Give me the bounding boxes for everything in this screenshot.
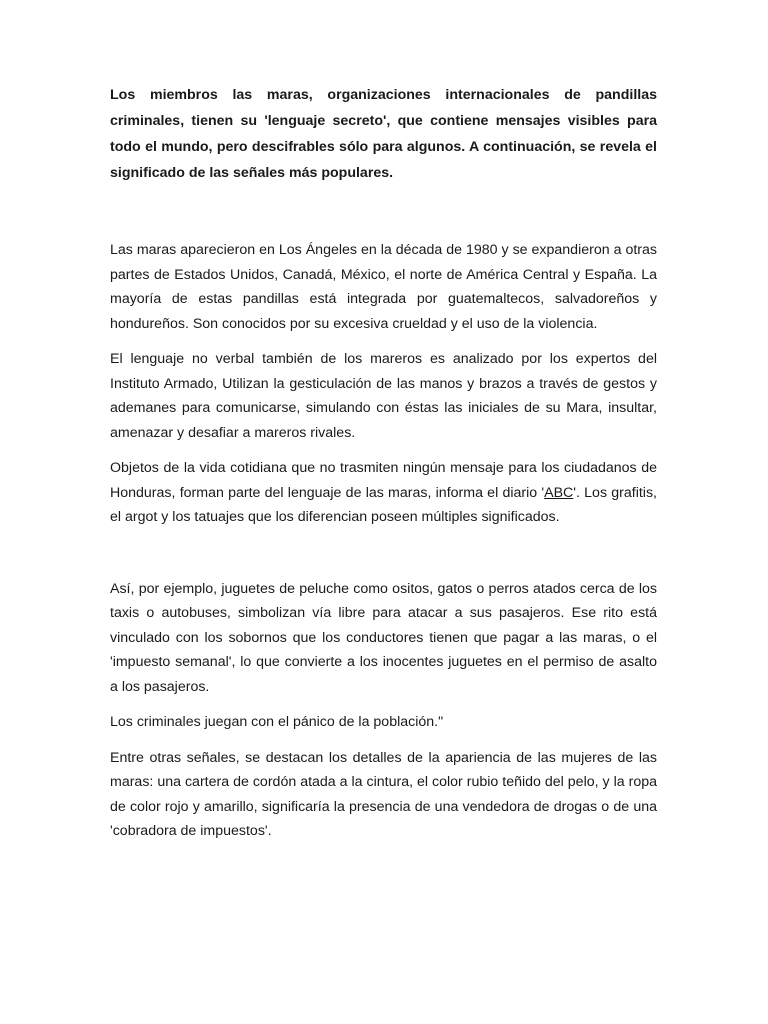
abc-link[interactable]: ABC: [544, 484, 574, 501]
spacer: [110, 530, 657, 577]
paragraph-plush-toys: Así, por ejemplo, juguetes de peluche como ositos, gatos o perros atados cerca de los taxis o autobuses, simbolizan vía libre para atacar a sus pasajeros. Ese rito está vinculado con los sobornos que los conductores tienen que pagar a las maras, o el 'impuesto semanal', lo que convierte a los inocentes juguetes en el permiso de asalto a los pasajeros.: [110, 580, 657, 695]
paragraph-everyday-objects: [110, 456, 657, 530]
intro-paragraph: Los miembros las maras, organizaciones internacionales de pandillas criminales, tienen su 'lenguaje secreto', que contiene mensajes visibles para todo el mundo, pero descifrables sólo para algunos. A continuación, se revela el significado de las señales más populares.: [110, 87, 657, 181]
paragraph-panic: Los criminales juegan con el pánico de la población.": [110, 714, 444, 730]
paragraph-origins: Las maras aparecieron en Los Ángeles en la década de 1980 y se expandieron a otras partes de Estados Unidos, Canadá, México, el norte de América Central y España. La mayoría de estas pandillas está integrada por guatemaltecos, salvadoreños y hondureños. Son conocidos por su excesiva crueldad y el uso de la violencia.: [110, 242, 657, 332]
paragraph-nonverbal-language: El lenguaje no verbal también de los mareros es analizado por los expertos del Instituto Armado, Utilizan la gesticulación de las manos y brazos a través de gestos y ademanes para comunicarse, simulando con éstas las iniciales de su Mara, insultar, amenazar y desafiar a mareros rivales.: [110, 351, 657, 441]
spacer: [110, 445, 657, 456]
document-page: [110, 82, 657, 844]
paragraph-text: Objetos de la vida cotidiana que no trasmiten ningún mensaje para los ciudadanos de Honduras, forman parte del lenguaje de las maras, informa el diario ': [110, 460, 657, 501]
paragraph-women-signals: Entre otras señales, se destacan los detalles de la apariencia de las mujeres de las maras: una cartera de cordón atada a la cintura, el color rubio teñido del pelo, y la ropa de color rojo y amarillo, significaría la presencia de una vendedora de drogas o de una 'cobradora de impuestos'.: [110, 749, 657, 839]
paragraph-text: '. Los grafitis, el argot y los tatuajes que los diferencian poseen múltiples significados.: [110, 484, 657, 525]
spacer: [110, 186, 657, 238]
spacer: [110, 735, 657, 746]
spacer: [110, 336, 657, 347]
spacer: [110, 699, 657, 710]
